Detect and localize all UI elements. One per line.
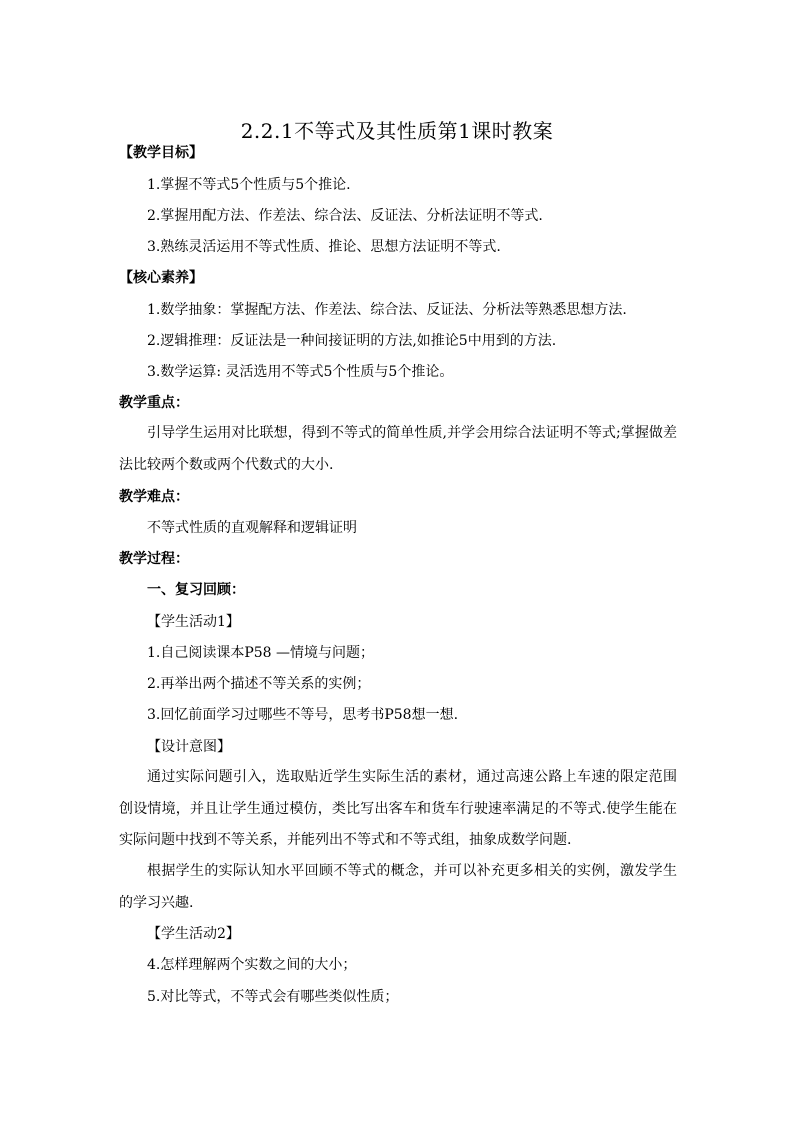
review-section-heading: 一、复习回顾： — [147, 582, 245, 598]
literacy-heading: 【核心素养】 — [119, 270, 203, 286]
activity2-item-2: 5.对比等式，不等式会有哪些类似性质； — [147, 989, 399, 1005]
activity1-item-2: 2.再举出两个描述不等关系的实例； — [147, 676, 371, 692]
design-intent-para-1: 通过实际问题引入，选取贴近学生实际生活的素材，通过高速公路上车速的限定范围创设情境，并且让学生通过模仿，类比写出客车和货车行驶速率满足的不等式.使学生能在实际问题中找到不等关系，并能列出不等式和不等式组，抽象成数学问题. — [119, 769, 677, 848]
design-intent-para-2: 根据学生的实际认知水平回顾不等式的概念，并可以补充更多相关的实例，激发学生的学习兴趣. — [119, 863, 677, 911]
literacy-item-1: 1.数学抽象：掌握配方法、作差法、综合法、反证法、分析法等熟悉思想方法. — [147, 302, 627, 318]
activity1-item-3: 3.回忆前面学习过哪些不等号，思考书P58想一想. — [147, 707, 459, 723]
literacy-item-3: 3.数学运算: 灵活选用不等式5个性质与5个推论。 — [147, 364, 454, 380]
document-title: 2.2.1不等式及其性质第1课时教案 — [240, 119, 554, 144]
key-points-text: 引导学生运用对比联想，得到不等式的简单性质,并学会用综合法证明不等式;掌握做差法比较两个数或两个代数式的大小. — [119, 425, 677, 473]
difficulties-heading: 教学难点： — [119, 489, 189, 505]
activity1-item-1: 1.自己阅读课本P58 —情境与问题； — [147, 645, 375, 661]
difficulties-text: 不等式性质的直观解释和逻辑证明 — [147, 520, 357, 536]
key-points-heading: 教学重点： — [119, 395, 189, 411]
process-heading: 教学过程： — [119, 551, 189, 567]
objective-item-2: 2.掌握用配方法、作差法、综合法、反证法、分析法证明不等式. — [147, 208, 543, 224]
objective-item-1: 1.掌握不等式5个性质与5个推论. — [147, 177, 351, 193]
objective-item-3: 3.熟练灵活运用不等式性质、推论、思想方法证明不等式. — [147, 239, 501, 255]
design-intent-label: 【设计意图】 — [147, 739, 231, 755]
activity2-label: 【学生活动2】 — [147, 926, 240, 942]
activity2-item-1: 4.怎样理解两个实数之间的大小； — [147, 957, 357, 973]
literacy-item-2: 2.逻辑推理：反证法是一种间接证明的方法,如推论5中用到的方法. — [147, 333, 557, 349]
activity1-label: 【学生活动1】 — [147, 614, 240, 630]
objectives-heading: 【教学目标】 — [119, 145, 203, 161]
